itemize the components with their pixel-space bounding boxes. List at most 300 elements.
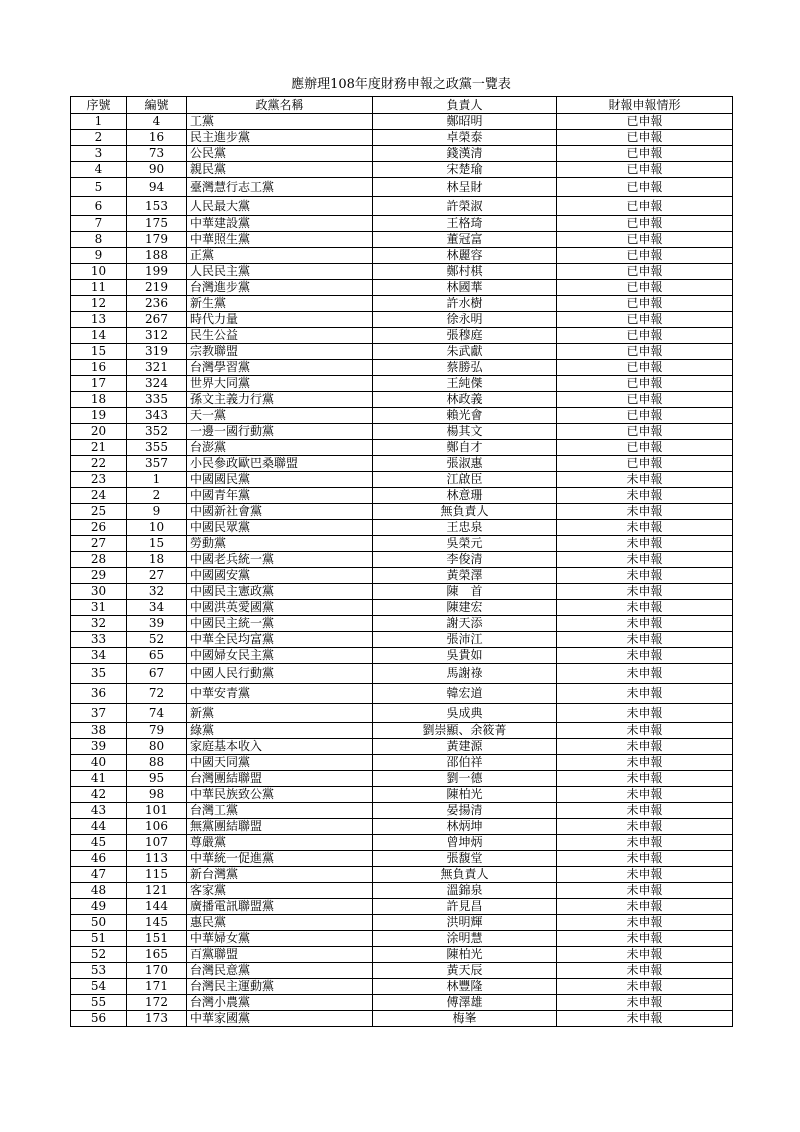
party-code-cell: 107 <box>127 835 187 851</box>
serial-number-cell: 56 <box>71 1011 127 1027</box>
responsible-person-cell: 錢漢清 <box>373 146 557 162</box>
serial-number-cell: 17 <box>71 376 127 392</box>
serial-number-cell: 19 <box>71 408 127 424</box>
responsible-person-cell: 無負責人 <box>373 867 557 883</box>
party-code-cell: 88 <box>127 755 187 771</box>
party-name-cell: 家庭基本收入 <box>187 739 373 755</box>
party-code-cell: 355 <box>127 440 187 456</box>
report-status-cell: 未申報 <box>557 704 733 723</box>
table-row <box>71 755 733 771</box>
header-party-code: 編號 <box>127 97 187 114</box>
table-row <box>71 979 733 995</box>
party-code-cell: 151 <box>127 931 187 947</box>
serial-number-cell: 29 <box>71 568 127 584</box>
serial-number-cell: 27 <box>71 536 127 552</box>
report-status-cell: 未申報 <box>557 739 733 755</box>
table-row <box>71 632 733 648</box>
report-status-cell: 已申報 <box>557 424 733 440</box>
table-row <box>71 162 733 178</box>
report-status-cell: 已申報 <box>557 216 733 232</box>
party-name-cell: 無黨團結聯盟 <box>187 819 373 835</box>
responsible-person-cell: 劉一德 <box>373 771 557 787</box>
responsible-person-cell: 吳榮元 <box>373 536 557 552</box>
report-status-cell: 已申報 <box>557 264 733 280</box>
responsible-person-cell: 劉崇顯、余筱菁 <box>373 723 557 739</box>
table-row <box>71 600 733 616</box>
serial-number-cell: 47 <box>71 867 127 883</box>
report-status-cell: 已申報 <box>557 162 733 178</box>
party-code-cell: 179 <box>127 232 187 248</box>
report-status-cell: 未申報 <box>557 584 733 600</box>
responsible-person-cell: 張穆庭 <box>373 328 557 344</box>
responsible-person-cell: 賴光會 <box>373 408 557 424</box>
party-code-cell: 199 <box>127 264 187 280</box>
responsible-person-cell: 張沛江 <box>373 632 557 648</box>
report-status-cell: 未申報 <box>557 684 733 704</box>
party-code-cell: 115 <box>127 867 187 883</box>
report-status-cell: 已申報 <box>557 360 733 376</box>
table-row <box>71 552 733 568</box>
responsible-person-cell: 卓榮泰 <box>373 130 557 146</box>
responsible-person-cell: 陳柏光 <box>373 787 557 803</box>
serial-number-cell: 38 <box>71 723 127 739</box>
report-status-cell: 未申報 <box>557 867 733 883</box>
header-party-name: 政黨名稱 <box>187 97 373 114</box>
table-row <box>71 344 733 360</box>
party-name-cell: 中華全民均富黨 <box>187 632 373 648</box>
party-code-cell: 16 <box>127 130 187 146</box>
serial-number-cell: 21 <box>71 440 127 456</box>
report-status-cell: 已申報 <box>557 376 733 392</box>
report-status-cell: 未申報 <box>557 1011 733 1027</box>
party-name-cell: 一邊一國行動黨 <box>187 424 373 440</box>
serial-number-cell: 11 <box>71 280 127 296</box>
table-row <box>71 664 733 684</box>
report-status-cell: 未申報 <box>557 979 733 995</box>
party-name-cell: 新生黨 <box>187 296 373 312</box>
table-row <box>71 704 733 723</box>
serial-number-cell: 24 <box>71 488 127 504</box>
responsible-person-cell: 林政義 <box>373 392 557 408</box>
party-name-cell: 中國天同黨 <box>187 755 373 771</box>
responsible-person-cell: 鄭昭明 <box>373 114 557 130</box>
party-name-cell: 中國老兵統一黨 <box>187 552 373 568</box>
table-row <box>71 296 733 312</box>
header-responsible-person: 負責人 <box>373 97 557 114</box>
party-name-cell: 台灣民主運動黨 <box>187 979 373 995</box>
responsible-person-cell: 曾坤炳 <box>373 835 557 851</box>
party-code-cell: 94 <box>127 178 187 197</box>
party-name-cell: 勞動黨 <box>187 536 373 552</box>
responsible-person-cell: 朱武獻 <box>373 344 557 360</box>
serial-number-cell: 7 <box>71 216 127 232</box>
report-status-cell: 未申報 <box>557 771 733 787</box>
table-row <box>71 915 733 931</box>
party-code-cell: 73 <box>127 146 187 162</box>
report-status-cell: 未申報 <box>557 947 733 963</box>
table-row <box>71 520 733 536</box>
table-row <box>71 867 733 883</box>
party-name-cell: 民主進步黨 <box>187 130 373 146</box>
header-serial-number: 序號 <box>71 97 127 114</box>
party-code-cell: 9 <box>127 504 187 520</box>
table-row <box>71 232 733 248</box>
party-name-cell: 中華建設黨 <box>187 216 373 232</box>
serial-number-cell: 8 <box>71 232 127 248</box>
party-name-cell: 台灣民意黨 <box>187 963 373 979</box>
serial-number-cell: 28 <box>71 552 127 568</box>
party-code-cell: 343 <box>127 408 187 424</box>
party-code-cell: 188 <box>127 248 187 264</box>
serial-number-cell: 39 <box>71 739 127 755</box>
responsible-person-cell: 鄭自才 <box>373 440 557 456</box>
party-name-cell: 宗教聯盟 <box>187 344 373 360</box>
party-name-cell: 親民黨 <box>187 162 373 178</box>
table-row <box>71 280 733 296</box>
party-name-cell: 正黨 <box>187 248 373 264</box>
responsible-person-cell: 黃天辰 <box>373 963 557 979</box>
report-status-cell: 未申報 <box>557 995 733 1011</box>
report-status-cell: 已申報 <box>557 197 733 216</box>
party-name-cell: 尊嚴黨 <box>187 835 373 851</box>
serial-number-cell: 49 <box>71 899 127 915</box>
party-code-cell: 4 <box>127 114 187 130</box>
party-code-cell: 101 <box>127 803 187 819</box>
table-row <box>71 851 733 867</box>
party-name-cell: 中國民主統一黨 <box>187 616 373 632</box>
responsible-person-cell: 洪明輝 <box>373 915 557 931</box>
serial-number-cell: 48 <box>71 883 127 899</box>
report-status-cell: 未申報 <box>557 723 733 739</box>
responsible-person-cell: 陳 首 <box>373 584 557 600</box>
report-status-cell: 未申報 <box>557 835 733 851</box>
report-status-cell: 未申報 <box>557 552 733 568</box>
party-code-cell: 18 <box>127 552 187 568</box>
report-status-cell: 已申報 <box>557 232 733 248</box>
responsible-person-cell: 林呈財 <box>373 178 557 197</box>
responsible-person-cell: 鄭村棋 <box>373 264 557 280</box>
party-code-cell: 98 <box>127 787 187 803</box>
table-row <box>71 835 733 851</box>
party-code-cell: 72 <box>127 684 187 704</box>
party-financial-report-table <box>70 96 733 1027</box>
table-row <box>71 392 733 408</box>
party-code-cell: 352 <box>127 424 187 440</box>
serial-number-cell: 22 <box>71 456 127 472</box>
responsible-person-cell: 林炳坤 <box>373 819 557 835</box>
party-name-cell: 天一黨 <box>187 408 373 424</box>
party-code-cell: 67 <box>127 664 187 684</box>
party-name-cell: 客家黨 <box>187 883 373 899</box>
table-body <box>71 114 733 1027</box>
responsible-person-cell: 陳建宏 <box>373 600 557 616</box>
serial-number-cell: 18 <box>71 392 127 408</box>
party-code-cell: 2 <box>127 488 187 504</box>
party-name-cell: 台灣小農黨 <box>187 995 373 1011</box>
party-name-cell: 中華婦女黨 <box>187 931 373 947</box>
report-status-cell: 未申報 <box>557 664 733 684</box>
party-name-cell: 民生公益 <box>187 328 373 344</box>
party-code-cell: 32 <box>127 584 187 600</box>
table-row <box>71 178 733 197</box>
report-status-cell: 未申報 <box>557 472 733 488</box>
serial-number-cell: 3 <box>71 146 127 162</box>
responsible-person-cell: 許水樹 <box>373 296 557 312</box>
serial-number-cell: 31 <box>71 600 127 616</box>
responsible-person-cell: 張淑惠 <box>373 456 557 472</box>
party-code-cell: 335 <box>127 392 187 408</box>
report-status-cell: 未申報 <box>557 803 733 819</box>
responsible-person-cell: 王格琦 <box>373 216 557 232</box>
responsible-person-cell: 張馥堂 <box>373 851 557 867</box>
table-row <box>71 819 733 835</box>
report-status-cell: 未申報 <box>557 787 733 803</box>
party-name-cell: 台灣團結聯盟 <box>187 771 373 787</box>
serial-number-cell: 14 <box>71 328 127 344</box>
table-row <box>71 472 733 488</box>
report-status-cell: 未申報 <box>557 504 733 520</box>
responsible-person-cell: 陳柏光 <box>373 947 557 963</box>
serial-number-cell: 4 <box>71 162 127 178</box>
serial-number-cell: 9 <box>71 248 127 264</box>
responsible-person-cell: 涂明慧 <box>373 931 557 947</box>
party-code-cell: 15 <box>127 536 187 552</box>
party-code-cell: 171 <box>127 979 187 995</box>
party-code-cell: 79 <box>127 723 187 739</box>
serial-number-cell: 41 <box>71 771 127 787</box>
serial-number-cell: 6 <box>71 197 127 216</box>
party-code-cell: 10 <box>127 520 187 536</box>
report-status-cell: 未申報 <box>557 931 733 947</box>
party-code-cell: 1 <box>127 472 187 488</box>
responsible-person-cell: 韓宏道 <box>373 684 557 704</box>
table-row <box>71 963 733 979</box>
table-row <box>71 648 733 664</box>
serial-number-cell: 32 <box>71 616 127 632</box>
table-row <box>71 899 733 915</box>
party-code-cell: 52 <box>127 632 187 648</box>
table-row <box>71 739 733 755</box>
table-row <box>71 312 733 328</box>
serial-number-cell: 20 <box>71 424 127 440</box>
serial-number-cell: 15 <box>71 344 127 360</box>
table-row <box>71 723 733 739</box>
party-code-cell: 34 <box>127 600 187 616</box>
serial-number-cell: 34 <box>71 648 127 664</box>
report-status-cell: 已申報 <box>557 408 733 424</box>
table-row <box>71 248 733 264</box>
party-name-cell: 台灣學習黨 <box>187 360 373 376</box>
serial-number-cell: 54 <box>71 979 127 995</box>
serial-number-cell: 16 <box>71 360 127 376</box>
report-status-cell: 未申報 <box>557 755 733 771</box>
party-name-cell: 中國人民行動黨 <box>187 664 373 684</box>
party-code-cell: 153 <box>127 197 187 216</box>
table-row <box>71 883 733 899</box>
report-status-cell: 未申報 <box>557 899 733 915</box>
responsible-person-cell: 晏揚清 <box>373 803 557 819</box>
header-report-status: 財報申報情形 <box>557 97 733 114</box>
serial-number-cell: 10 <box>71 264 127 280</box>
party-name-cell: 公民黨 <box>187 146 373 162</box>
party-code-cell: 219 <box>127 280 187 296</box>
responsible-person-cell: 溫錦泉 <box>373 883 557 899</box>
report-status-cell: 未申報 <box>557 616 733 632</box>
party-name-cell: 中國民主憲政黨 <box>187 584 373 600</box>
report-status-cell: 未申報 <box>557 883 733 899</box>
table-row <box>71 360 733 376</box>
serial-number-cell: 12 <box>71 296 127 312</box>
responsible-person-cell: 吳貴如 <box>373 648 557 664</box>
party-name-cell: 中華家國黨 <box>187 1011 373 1027</box>
table-row <box>71 376 733 392</box>
table-row <box>71 684 733 704</box>
report-status-cell: 未申報 <box>557 488 733 504</box>
page-title: 應辦理108年度財務申報之政黨一覽表 <box>291 77 511 92</box>
report-status-cell: 已申報 <box>557 280 733 296</box>
table-row <box>71 440 733 456</box>
table-row <box>71 424 733 440</box>
party-name-cell: 中國新社會黨 <box>187 504 373 520</box>
party-code-cell: 321 <box>127 360 187 376</box>
serial-number-cell: 53 <box>71 963 127 979</box>
party-name-cell: 台灣工黨 <box>187 803 373 819</box>
party-code-cell: 39 <box>127 616 187 632</box>
table-row <box>71 931 733 947</box>
serial-number-cell: 13 <box>71 312 127 328</box>
party-name-cell: 中華照生黨 <box>187 232 373 248</box>
report-status-cell: 未申報 <box>557 536 733 552</box>
party-code-cell: 65 <box>127 648 187 664</box>
responsible-person-cell: 無負責人 <box>373 504 557 520</box>
party-name-cell: 台灣進步黨 <box>187 280 373 296</box>
table-row <box>71 130 733 146</box>
responsible-person-cell: 傅澤雄 <box>373 995 557 1011</box>
table-row <box>71 995 733 1011</box>
party-name-cell: 中華安青黨 <box>187 684 373 704</box>
party-code-cell: 172 <box>127 995 187 1011</box>
party-code-cell: 236 <box>127 296 187 312</box>
table-row <box>71 771 733 787</box>
table-row <box>71 947 733 963</box>
table-row <box>71 456 733 472</box>
party-name-cell: 時代力量 <box>187 312 373 328</box>
responsible-person-cell: 邵伯祥 <box>373 755 557 771</box>
serial-number-cell: 26 <box>71 520 127 536</box>
party-name-cell: 小民參政歐巴桑聯盟 <box>187 456 373 472</box>
report-status-cell: 未申報 <box>557 648 733 664</box>
report-status-cell: 未申報 <box>557 632 733 648</box>
responsible-person-cell: 李俊清 <box>373 552 557 568</box>
party-name-cell: 百黨聯盟 <box>187 947 373 963</box>
serial-number-cell: 30 <box>71 584 127 600</box>
table-row <box>71 328 733 344</box>
party-name-cell: 工黨 <box>187 114 373 130</box>
report-status-cell: 已申報 <box>557 392 733 408</box>
serial-number-cell: 55 <box>71 995 127 1011</box>
responsible-person-cell: 黃建源 <box>373 739 557 755</box>
report-status-cell: 未申報 <box>557 963 733 979</box>
table-row <box>71 1011 733 1027</box>
serial-number-cell: 25 <box>71 504 127 520</box>
responsible-person-cell: 黃榮澤 <box>373 568 557 584</box>
party-name-cell: 人民民主黨 <box>187 264 373 280</box>
table-row <box>71 616 733 632</box>
party-code-cell: 145 <box>127 915 187 931</box>
party-name-cell: 中國青年黨 <box>187 488 373 504</box>
party-name-cell: 世界大同黨 <box>187 376 373 392</box>
party-code-cell: 80 <box>127 739 187 755</box>
party-code-cell: 144 <box>127 899 187 915</box>
party-code-cell: 175 <box>127 216 187 232</box>
party-name-cell: 孫文主義力行黨 <box>187 392 373 408</box>
party-code-cell: 357 <box>127 456 187 472</box>
serial-number-cell: 43 <box>71 803 127 819</box>
party-code-cell: 106 <box>127 819 187 835</box>
report-status-cell: 已申報 <box>557 440 733 456</box>
report-status-cell: 未申報 <box>557 915 733 931</box>
party-name-cell: 中國國安黨 <box>187 568 373 584</box>
serial-number-cell: 52 <box>71 947 127 963</box>
report-status-cell: 已申報 <box>557 146 733 162</box>
party-code-cell: 324 <box>127 376 187 392</box>
party-name-cell: 新黨 <box>187 704 373 723</box>
table-row <box>71 216 733 232</box>
report-status-cell: 已申報 <box>557 456 733 472</box>
serial-number-cell: 40 <box>71 755 127 771</box>
party-code-cell: 170 <box>127 963 187 979</box>
report-status-cell: 已申報 <box>557 248 733 264</box>
serial-number-cell: 36 <box>71 684 127 704</box>
responsible-person-cell: 謝天添 <box>373 616 557 632</box>
party-name-cell: 臺灣慧行志工黨 <box>187 178 373 197</box>
party-code-cell: 173 <box>127 1011 187 1027</box>
party-code-cell: 90 <box>127 162 187 178</box>
serial-number-cell: 45 <box>71 835 127 851</box>
responsible-person-cell: 梅峯 <box>373 1011 557 1027</box>
report-status-cell: 未申報 <box>557 600 733 616</box>
report-status-cell: 已申報 <box>557 130 733 146</box>
party-name-cell: 中華民族致公黨 <box>187 787 373 803</box>
party-name-cell: 中華統一促進黨 <box>187 851 373 867</box>
responsible-person-cell: 蔡勝弘 <box>373 360 557 376</box>
table-row <box>71 584 733 600</box>
responsible-person-cell: 王純傑 <box>373 376 557 392</box>
party-name-cell: 中國洪英愛國黨 <box>187 600 373 616</box>
party-code-cell: 113 <box>127 851 187 867</box>
table-row <box>71 803 733 819</box>
report-status-cell: 已申報 <box>557 178 733 197</box>
responsible-person-cell: 宋楚瑜 <box>373 162 557 178</box>
responsible-person-cell: 林意珊 <box>373 488 557 504</box>
party-name-cell: 中國婦女民主黨 <box>187 648 373 664</box>
report-status-cell: 未申報 <box>557 568 733 584</box>
party-name-cell: 中國國民黨 <box>187 472 373 488</box>
serial-number-cell: 46 <box>71 851 127 867</box>
serial-number-cell: 5 <box>71 178 127 197</box>
party-code-cell: 312 <box>127 328 187 344</box>
serial-number-cell: 23 <box>71 472 127 488</box>
serial-number-cell: 2 <box>71 130 127 146</box>
serial-number-cell: 33 <box>71 632 127 648</box>
party-code-cell: 74 <box>127 704 187 723</box>
serial-number-cell: 44 <box>71 819 127 835</box>
party-code-cell: 319 <box>127 344 187 360</box>
responsible-person-cell: 林國華 <box>373 280 557 296</box>
serial-number-cell: 51 <box>71 931 127 947</box>
party-name-cell: 人民最大黨 <box>187 197 373 216</box>
party-name-cell: 新台灣黨 <box>187 867 373 883</box>
